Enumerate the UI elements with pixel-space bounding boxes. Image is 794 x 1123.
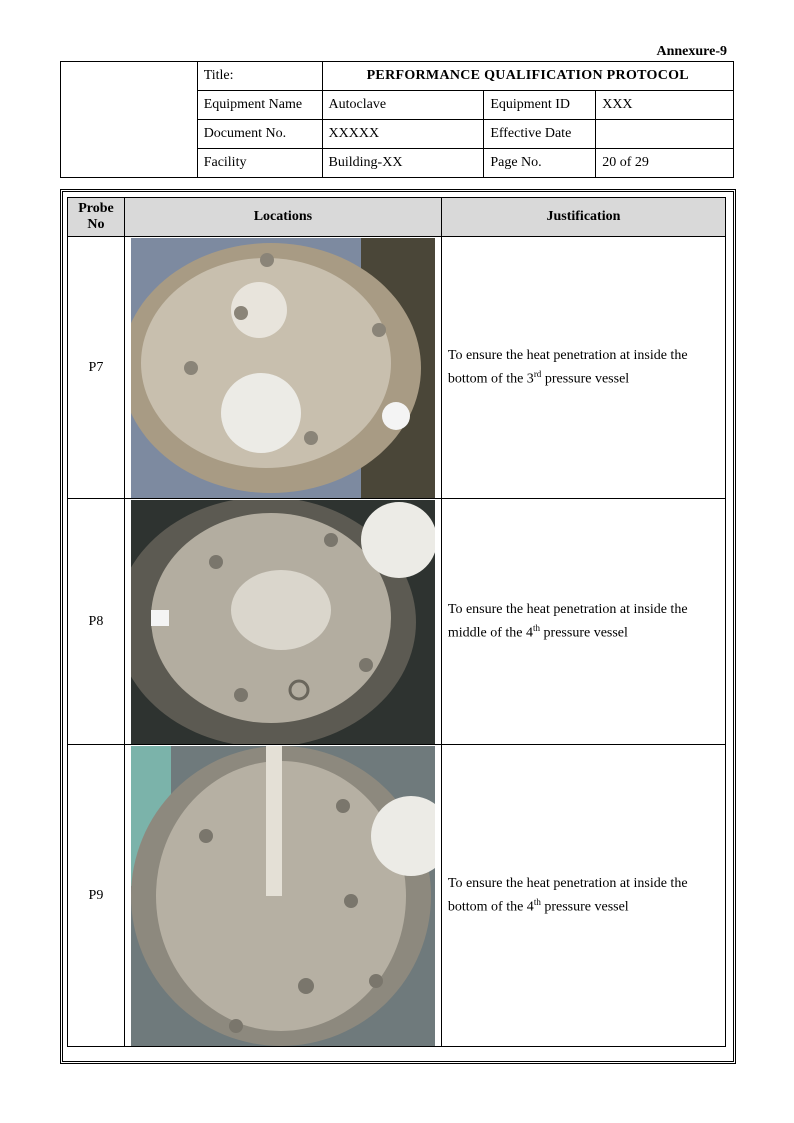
equipment-name: Autoclave [322, 91, 484, 120]
location-photo [124, 499, 441, 745]
equipment-name-label: Equipment Name [197, 91, 322, 120]
col-locations: Locations [124, 198, 441, 237]
facility: Building-XX [322, 149, 484, 178]
justification: To ensure the heat penetration at inside the bottom of the 4th pressure vessel [441, 745, 725, 1047]
facility-label: Facility [197, 149, 322, 178]
title-label: Title: [197, 62, 322, 91]
annexure-label: Annexure-9 [656, 44, 727, 59]
table-row [68, 237, 726, 499]
header-table [60, 61, 734, 178]
table-row [68, 745, 726, 1047]
effective-date-label: Effective Date [484, 120, 596, 149]
justification: To ensure the heat penetration at inside the bottom of the 3rd pressure vessel [441, 237, 725, 499]
probe-id: P9 [68, 745, 125, 1047]
col-justification: Justification [441, 198, 725, 237]
logo-cell [61, 62, 198, 178]
probe-id: P8 [68, 499, 125, 745]
document-no: XXXXX [322, 120, 484, 149]
effective-date [596, 120, 734, 149]
probe-table [67, 197, 726, 1047]
document-title: PERFORMANCE QUALIFICATION PROTOCOL [322, 62, 733, 91]
document-no-label: Document No. [197, 120, 322, 149]
location-photo [124, 745, 441, 1047]
probe-id: P7 [68, 237, 125, 499]
justification: To ensure the heat penetration at inside the middle of the 4th pressure vessel [441, 499, 725, 745]
col-probe-no: Probe No [68, 198, 125, 237]
location-photo [124, 237, 441, 499]
equipment-id-label: Equipment ID [484, 91, 596, 120]
page-no-label: Page No. [484, 149, 596, 178]
equipment-id: XXX [596, 91, 734, 120]
page-no: 20 of 29 [596, 149, 734, 178]
table-row [68, 499, 726, 745]
